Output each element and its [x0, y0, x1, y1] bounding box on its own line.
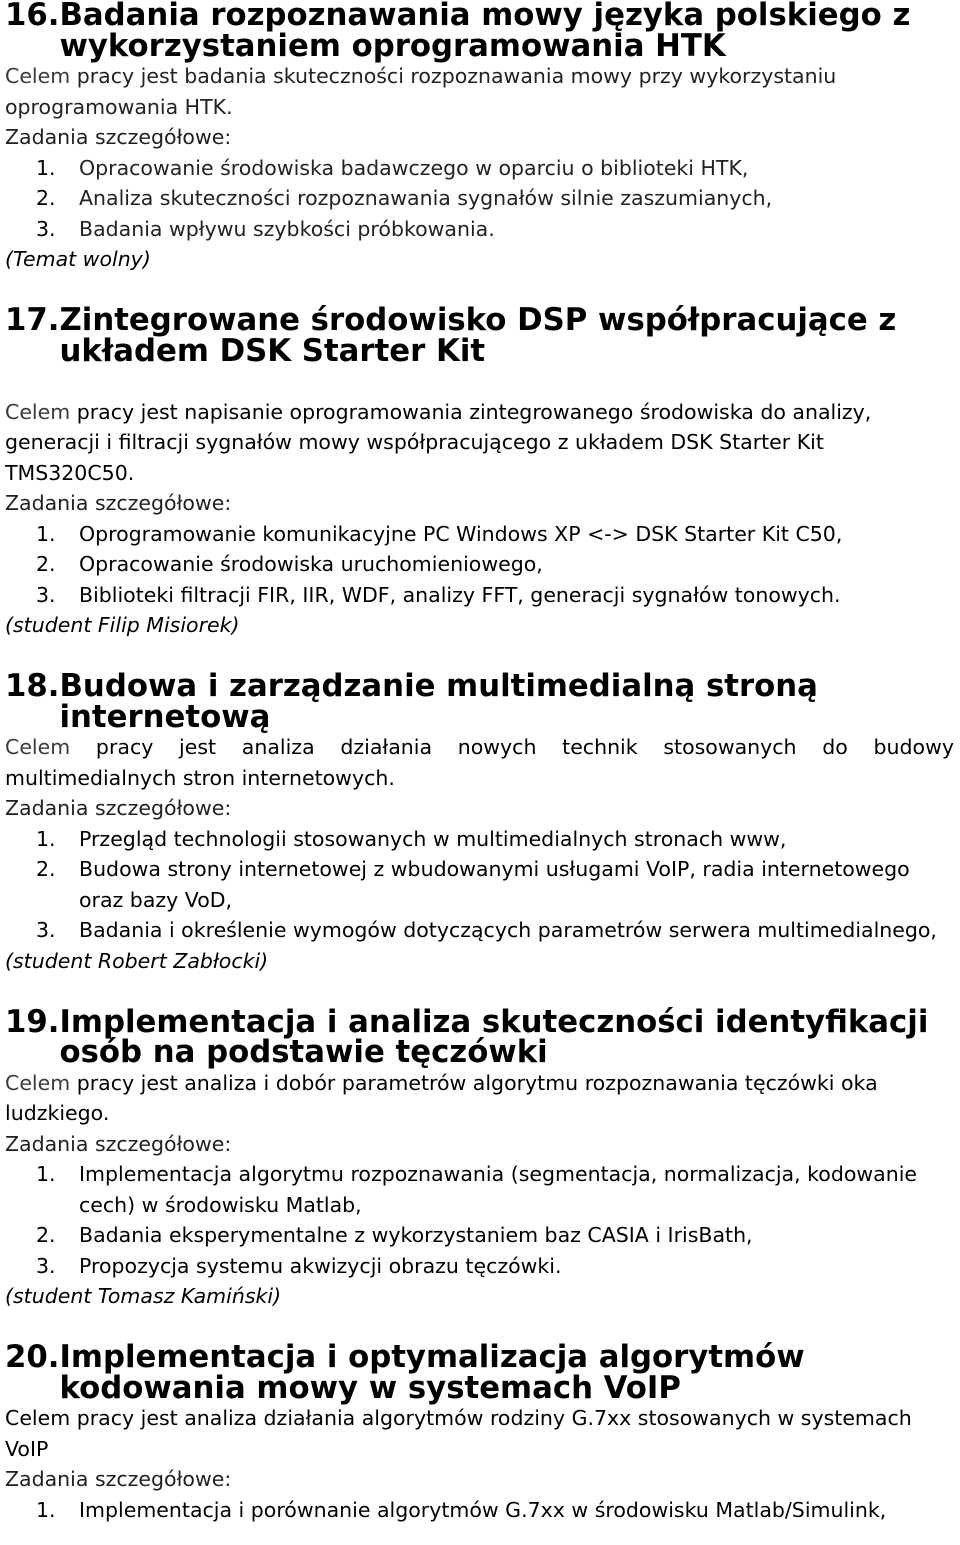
task-text: Implementacja algorytmu rozpoznawania (segmentacja, normalizacja, kodowanie cech) w środowisku Matlab, — [79, 1162, 918, 1217]
task-number: 1. — [36, 1162, 56, 1186]
task-list — [5, 1495, 954, 1526]
task-list — [5, 519, 954, 611]
goal-text: pracy jest analiza działania nowych technik stosowanych do budowy multimedialnych stron internetowych. — [5, 735, 954, 790]
topic-18 — [5, 668, 954, 976]
topic-heading — [5, 1339, 954, 1406]
goal-lead: Celem — [5, 399, 71, 424]
task-item — [5, 214, 954, 245]
topic-author: (student Filip Misiorek) — [5, 613, 240, 637]
task-number: 3. — [36, 1253, 56, 1278]
task-number: 2. — [36, 1223, 56, 1247]
task-text: Budowa strony internetowej z wbudowanymi usługami VoIP, radia internetowego oraz bazy VoD, — [79, 857, 910, 912]
task-text: Oprogramowanie komunikacyjne PC Windows XP <-> DSK Starter Kit C50, — [79, 521, 843, 546]
goal-text: pracy jest napisanie oprogramowania zintegrowanego środowiska do analizy, generacji i filtracji sygnałów mowy współpracującego z układem DSK Starter Kit TMS320C50. — [5, 399, 872, 485]
task-text: Badania eksperymentalne z wykorzystaniem baz CASIA i IrisBath, — [79, 1223, 753, 1247]
topic-title: Badania rozpoznawania mowy języka polskiego z wykorzystaniem oprogramowania HTK — [59, 0, 911, 64]
topic-title: Budowa i zarządzanie multimedialną stroną internetową — [59, 668, 818, 735]
task-text: Implementacja i porównanie algorytmów G.7xx w środowisku Matlab/Simulink, — [79, 1497, 887, 1522]
task-item — [5, 824, 954, 855]
task-item — [5, 549, 954, 580]
task-item — [5, 915, 954, 946]
topic-title: Implementacja i analiza skuteczności identyfikacji osób na podstawie tęczówki — [59, 1003, 929, 1070]
tasks-label: Zadania szczegółowe: — [5, 1131, 232, 1156]
task-number: 3. — [36, 582, 56, 607]
topic-author: (Temat wolny) — [5, 247, 151, 271]
topic-heading — [5, 0, 954, 64]
topic-20 — [5, 1339, 954, 1525]
task-item — [5, 1159, 954, 1220]
task-number: 3. — [36, 918, 56, 942]
topic-number: 18. — [5, 668, 60, 704]
task-list — [5, 153, 954, 245]
goal-lead: Celem — [5, 1406, 71, 1430]
goal-lead: Celem — [5, 735, 71, 759]
task-list — [5, 824, 954, 946]
task-number: 1. — [36, 1497, 56, 1522]
task-item — [5, 519, 954, 550]
task-item — [5, 1220, 954, 1251]
task-number: 1. — [36, 521, 56, 546]
task-number: 1. — [36, 155, 56, 180]
task-item — [5, 153, 954, 184]
goal-lead: Celem — [5, 1070, 71, 1095]
topic-heading — [5, 668, 954, 735]
topic-title: Implementacja i optymalizacja algorytmów kodowania mowy w systemach VoIP — [59, 1339, 805, 1406]
goal-text: pracy jest analiza działania algorytmów rodziny G.7xx stosowanych w systemach VoIP — [5, 1406, 912, 1461]
topic-goal — [5, 1403, 954, 1464]
task-item — [5, 183, 954, 214]
task-text: Biblioteki filtracji FIR, IIR, WDF, analizy FFT, generacji sygnałów tonowych. — [79, 582, 841, 607]
goal-text: pracy jest badania skuteczności rozpoznawania mowy przy wykorzystaniu oprogramowania HTK. — [5, 64, 837, 119]
topic-goal — [5, 397, 954, 489]
goal-text: pracy jest analiza i dobór parametrów algorytmu rozpoznawania tęczówki oka ludzkiego. — [5, 1070, 878, 1125]
tasks-label: Zadania szczegółowe: — [5, 125, 232, 149]
topic-author: (student Tomasz Kamiński) — [5, 1284, 282, 1308]
task-text: Opracowanie środowiska badawczego w oparciu o biblioteki HTK, — [79, 155, 749, 180]
goal-lead: Celem — [5, 64, 71, 88]
topic-goal — [5, 1068, 954, 1129]
task-number: 2. — [36, 186, 56, 210]
tasks-label: Zadania szczegółowe: — [5, 491, 232, 515]
topic-17 — [5, 302, 954, 641]
topic-title: Zintegrowane środowisko DSP współpracujące z układem DSK Starter Kit — [59, 302, 897, 369]
task-text: Badania i określenie wymogów dotyczących parametrów serwera multimedialnego, — [79, 918, 937, 942]
topic-author: (student Robert Zabłocki) — [5, 948, 269, 973]
task-text: Badania wpływu szybkości próbkowania. — [79, 216, 495, 241]
task-number: 2. — [36, 552, 56, 576]
topic-number: 19. — [5, 1003, 60, 1040]
topic-heading — [5, 1003, 954, 1070]
task-item — [5, 1251, 954, 1282]
topic-19 — [5, 1003, 954, 1312]
topic-number: 17. — [5, 302, 60, 338]
task-list — [5, 1159, 954, 1281]
topic-goal — [5, 732, 954, 793]
task-number: 2. — [36, 857, 56, 881]
task-text: Analiza skuteczności rozpoznawania sygnałów silnie zaszumianych, — [79, 186, 773, 210]
task-item — [5, 580, 954, 611]
topic-16 — [5, 0, 954, 275]
task-item — [5, 1495, 954, 1526]
task-text: Opracowanie środowiska uruchomieniowego, — [79, 552, 543, 576]
task-text: Propozycja systemu akwizycji obrazu tęczówki. — [79, 1253, 562, 1278]
task-number: 3. — [36, 216, 56, 241]
task-item — [5, 854, 954, 915]
topic-number: 20. — [5, 1339, 60, 1375]
topic-heading — [5, 302, 954, 369]
task-number: 1. — [36, 826, 56, 851]
topic-goal — [5, 61, 954, 122]
tasks-label: Zadania szczegółowe: — [5, 1467, 232, 1491]
topic-number: 16. — [5, 0, 60, 33]
task-text: Przegląd technologii stosowanych w multimedialnych stronach www, — [79, 826, 787, 851]
tasks-label: Zadania szczegółowe: — [5, 796, 232, 820]
